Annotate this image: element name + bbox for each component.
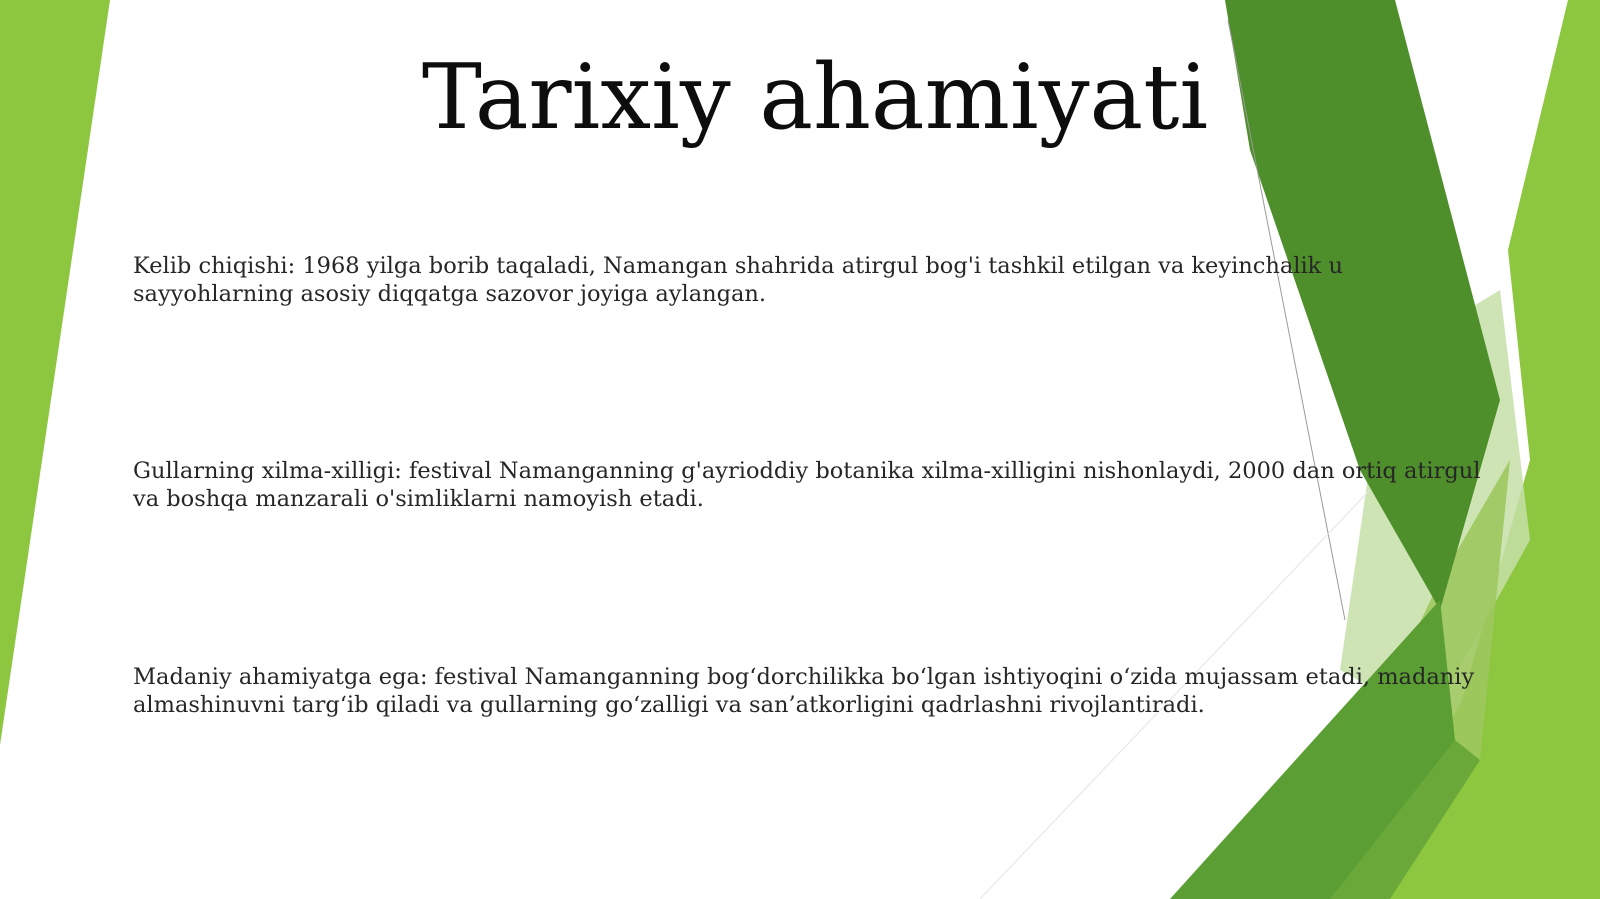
left-green-shape bbox=[0, 0, 110, 745]
paragraph-flower-diversity: Gullarning xilma-xilligi: festival Namanganning g'ayrioddiy botanika xilma-xilligini nishonlaydi, 2000 dan ortiq atirgul va boshqa manzarali o'simliklarni namoyish etadi. bbox=[133, 458, 1481, 512]
paragraph-cultural-significance: Madaniy ahamiyatga ega: festival Namanganning bog‘dorchilikka bo‘lgan ishtiyoqini o‘zida mujassam etadi, madaniy almashinuvni targ‘ib qiladi va gullarning go‘zalligi va san’atkorligini qadrlashni rivojlantiradi. bbox=[133, 664, 1475, 718]
paragraph-origin: Kelib chiqishi: 1968 yilga borib taqaladi, Namangan shahrida atirgul bog'i tashkil etilgan va keyinchalik u sayyohlarning asosiy diqqatga sazovor joyiga aylangan. bbox=[133, 253, 1343, 307]
slide-title: Tarixiy ahamiyati bbox=[421, 45, 1209, 150]
